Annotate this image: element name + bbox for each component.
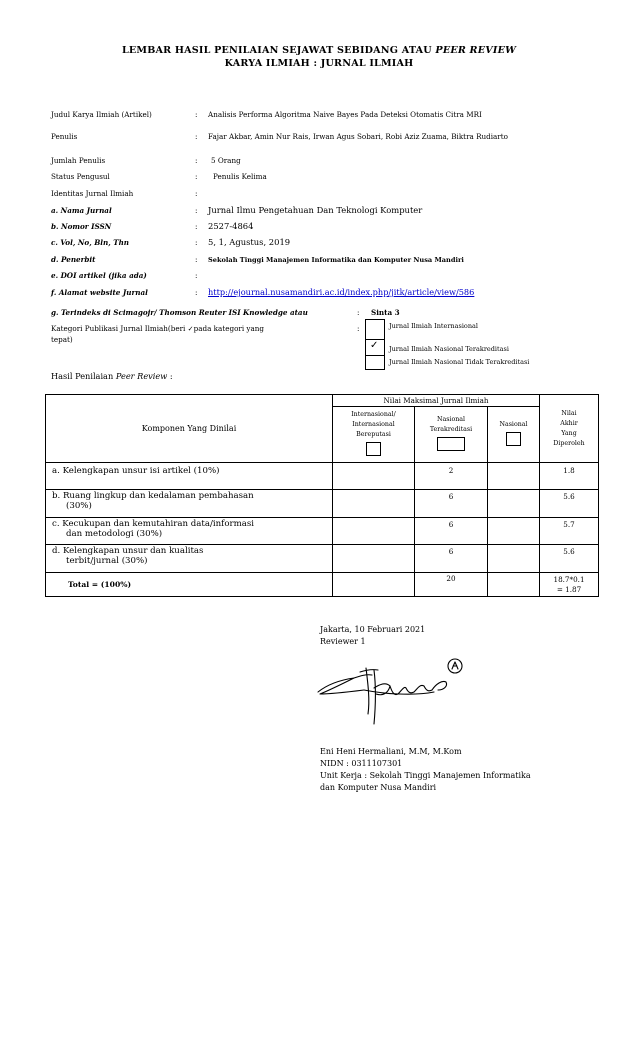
reviewer-unit-line2: dan Komputer Nusa Mandiri xyxy=(320,783,437,792)
status-value: Penulis Kelima xyxy=(213,172,267,181)
website-label: f. Alamat website Jurnal xyxy=(51,288,148,297)
row-a-label xyxy=(46,463,333,490)
checkbox-internasional[interactable] xyxy=(365,319,385,340)
total-label: Total = (100%) xyxy=(46,573,333,597)
issn-value: 2527-4864 xyxy=(208,221,254,231)
penerbit-colon: : xyxy=(195,255,198,264)
kategori-label-line1: Kategori Publikasi Jurnal Ilmiah(beri ✓pada kategori yang xyxy=(51,324,264,333)
total-score-l2: = 1.87 xyxy=(556,584,582,594)
reviewer-unit-line1: Unit Kerja : Sekolah Tinggi Manajemen Informatika xyxy=(320,771,531,780)
kategori-label-line2: tepat) xyxy=(51,335,73,344)
row-d-nas xyxy=(488,545,540,573)
identitas-colon: : xyxy=(195,189,198,198)
jumlah-value: 5 Orang xyxy=(211,156,241,165)
header-akhir-l2: Akhir xyxy=(560,419,578,427)
vol-label: c. Vol, No, Bln, Thn xyxy=(51,238,130,247)
title-main: LEMBAR HASIL PENILAIAN SEJAWAT SEBIDANG ATAU xyxy=(121,45,432,56)
checkbox-nasional-col[interactable] xyxy=(506,432,521,446)
total-max: 20 xyxy=(415,573,488,597)
total-score-l1: 18.7*0.1 xyxy=(553,574,585,584)
row-d-line2: terbit/jurnal (30%) xyxy=(66,556,148,566)
row-c-label xyxy=(46,518,333,545)
vol-value: 5, 1, Agustus, 2019 xyxy=(208,237,291,247)
hasil-penilaian-label xyxy=(51,371,173,381)
row-c-line2: dan metodologi (30%) xyxy=(66,529,163,539)
total-score xyxy=(540,573,599,597)
header-nasional xyxy=(488,407,540,463)
header-nas-akr-l1: Nasional xyxy=(436,415,466,423)
nama-jurnal-label: a. Nama Jurnal xyxy=(51,206,112,215)
header-nas-akr-l2: Terakreditasi xyxy=(429,425,473,433)
row-b-score: 5.6 xyxy=(540,490,599,518)
page-title-line1 xyxy=(0,45,638,56)
checkbox-nasional-terakreditasi-col[interactable] xyxy=(437,437,465,451)
checkbox-nasional-terakreditasi[interactable] xyxy=(365,339,385,356)
row-c-line1: c. Kecukupan dan kemutahiran data/informasi xyxy=(52,519,255,529)
website-colon: : xyxy=(195,288,198,297)
title-italic: PEER REVIEW xyxy=(435,45,517,56)
row-d-label xyxy=(46,545,333,573)
page-title-line2: KARYA ILMIAH : JURNAL ILMIAH xyxy=(224,58,414,69)
kategori-option-2: Jurnal Ilmiah Nasional Terakreditasi xyxy=(389,345,509,353)
place-date: Jakarta, 10 Februari 2021 xyxy=(320,625,426,634)
row-d-score: 5.6 xyxy=(540,545,599,573)
header-nas-l1: Nasional xyxy=(499,420,528,428)
jumlah-colon: : xyxy=(195,156,198,165)
judul-label: Judul Karya Ilmiah (Artikel) xyxy=(51,110,152,119)
table-row xyxy=(46,463,599,490)
header-akhir-l3: Yang xyxy=(561,429,577,437)
row-c-score: 5.7 xyxy=(540,518,599,545)
status-colon: : xyxy=(195,172,198,181)
header-internasional xyxy=(333,407,415,463)
kategori-option-1: Jurnal Ilmiah Internasional xyxy=(389,322,478,330)
penulis-value: Fajar Akbar, Amin Nur Rais, Irwan Agus Sobari, Robi Aziz Zuama, Biktra Rudiarto xyxy=(208,132,508,141)
header-akhir-l1: Nilai xyxy=(561,409,577,417)
header-nasional-terakreditasi xyxy=(415,407,488,463)
doi-colon: : xyxy=(195,271,198,280)
header-komponen: Komponen Yang Dinilai xyxy=(46,395,333,463)
row-b-line2: (30%) xyxy=(66,501,92,511)
reviewer-nidn: NIDN : 0311107301 xyxy=(320,759,403,768)
score-table xyxy=(45,394,599,597)
nama-jurnal-value: Jurnal Ilmu Pengetahuan Dan Teknologi Komputer xyxy=(208,205,423,215)
hasil-suffix: : xyxy=(169,371,173,381)
terindeks-label: g. Terindeks di Scimagojr/ Thomson Reuter ISI Knowledge atau xyxy=(51,308,308,317)
penerbit-label: d. Penerbit xyxy=(51,255,96,264)
row-b-intl xyxy=(333,490,415,518)
row-a-score: 1.8 xyxy=(540,463,599,490)
signature-image xyxy=(314,654,464,744)
table-row xyxy=(46,545,599,573)
table-row-total xyxy=(46,573,599,597)
identitas-label: Identitas Jurnal Ilmiah xyxy=(51,189,134,198)
row-b-line1: b. Ruang lingkup dan kedalaman pembahasan xyxy=(52,491,254,501)
terindeks-colon: : xyxy=(357,308,360,317)
penerbit-value: Sekolah Tinggi Manajemen Informatika dan Komputer Nusa Mandiri xyxy=(208,256,464,264)
reviewer-name: Eni Heni Hermaliani, M.M, M.Kom xyxy=(320,747,462,756)
penulis-colon: : xyxy=(195,132,198,141)
check-mark: ✓ xyxy=(370,340,379,351)
row-a-intl xyxy=(333,463,415,490)
reviewer-role: Reviewer 1 xyxy=(320,637,366,646)
hasil-prefix: Hasil Penilaian xyxy=(51,371,114,381)
header-intl-l1: Internasional/ xyxy=(351,410,396,418)
nama-jurnal-colon: : xyxy=(195,206,198,215)
kategori-colon: : xyxy=(357,324,360,333)
kategori-option-3: Jurnal Ilmiah Nasional Tidak Terakreditasi xyxy=(389,358,530,366)
issn-colon: : xyxy=(195,222,198,231)
doi-label: e. DOI artikel (jika ada) xyxy=(51,271,147,280)
header-intl-l2: Internasional xyxy=(352,420,395,428)
checkbox-internasional-col[interactable] xyxy=(366,442,381,456)
header-nilai-maksimal: Nilai Maksimal Jurnal Ilmiah xyxy=(333,395,540,407)
table-row xyxy=(46,518,599,545)
row-d-intl xyxy=(333,545,415,573)
header-nilai-akhir xyxy=(540,395,599,463)
total-intl xyxy=(333,573,415,597)
header-intl-l3: Bereputasi xyxy=(356,430,391,438)
row-c-nas xyxy=(488,518,540,545)
row-b-nas xyxy=(488,490,540,518)
checkbox-nasional-tidak-terakreditasi[interactable] xyxy=(365,355,385,370)
status-label: Status Pengusul xyxy=(51,172,110,181)
website-link[interactable]: http://ejournal.nusamandiri.ac.id/index.php/jitk/article/view/586 xyxy=(208,287,475,297)
row-a-line1: a. Kelengkapan unsur isi artikel (10%) xyxy=(52,466,220,476)
judul-value: Analisis Performa Algoritma Naive Bayes Pada Deteksi Otomatis Citra MRI xyxy=(208,110,482,119)
row-b-max: 6 xyxy=(415,490,488,518)
row-c-intl xyxy=(333,518,415,545)
table-row xyxy=(46,490,599,518)
row-d-max: 6 xyxy=(415,545,488,573)
jumlah-label: Jumlah Penulis xyxy=(51,156,106,165)
hasil-italic: Peer Review xyxy=(115,371,168,381)
issn-label: b. Nomor ISSN xyxy=(51,222,112,231)
row-d-line1: d. Kelengkapan unsur dan kualitas xyxy=(52,546,204,556)
total-nas xyxy=(488,573,540,597)
header-akhir-l4: Diperoleh xyxy=(553,439,585,447)
row-c-max: 6 xyxy=(415,518,488,545)
vol-colon: : xyxy=(195,238,198,247)
row-a-max: 2 xyxy=(415,463,488,490)
row-b-label xyxy=(46,490,333,518)
row-a-nas xyxy=(488,463,540,490)
judul-colon: : xyxy=(195,110,198,119)
penulis-label: Penulis xyxy=(51,132,78,141)
terindeks-value: Sinta 3 xyxy=(371,308,400,317)
